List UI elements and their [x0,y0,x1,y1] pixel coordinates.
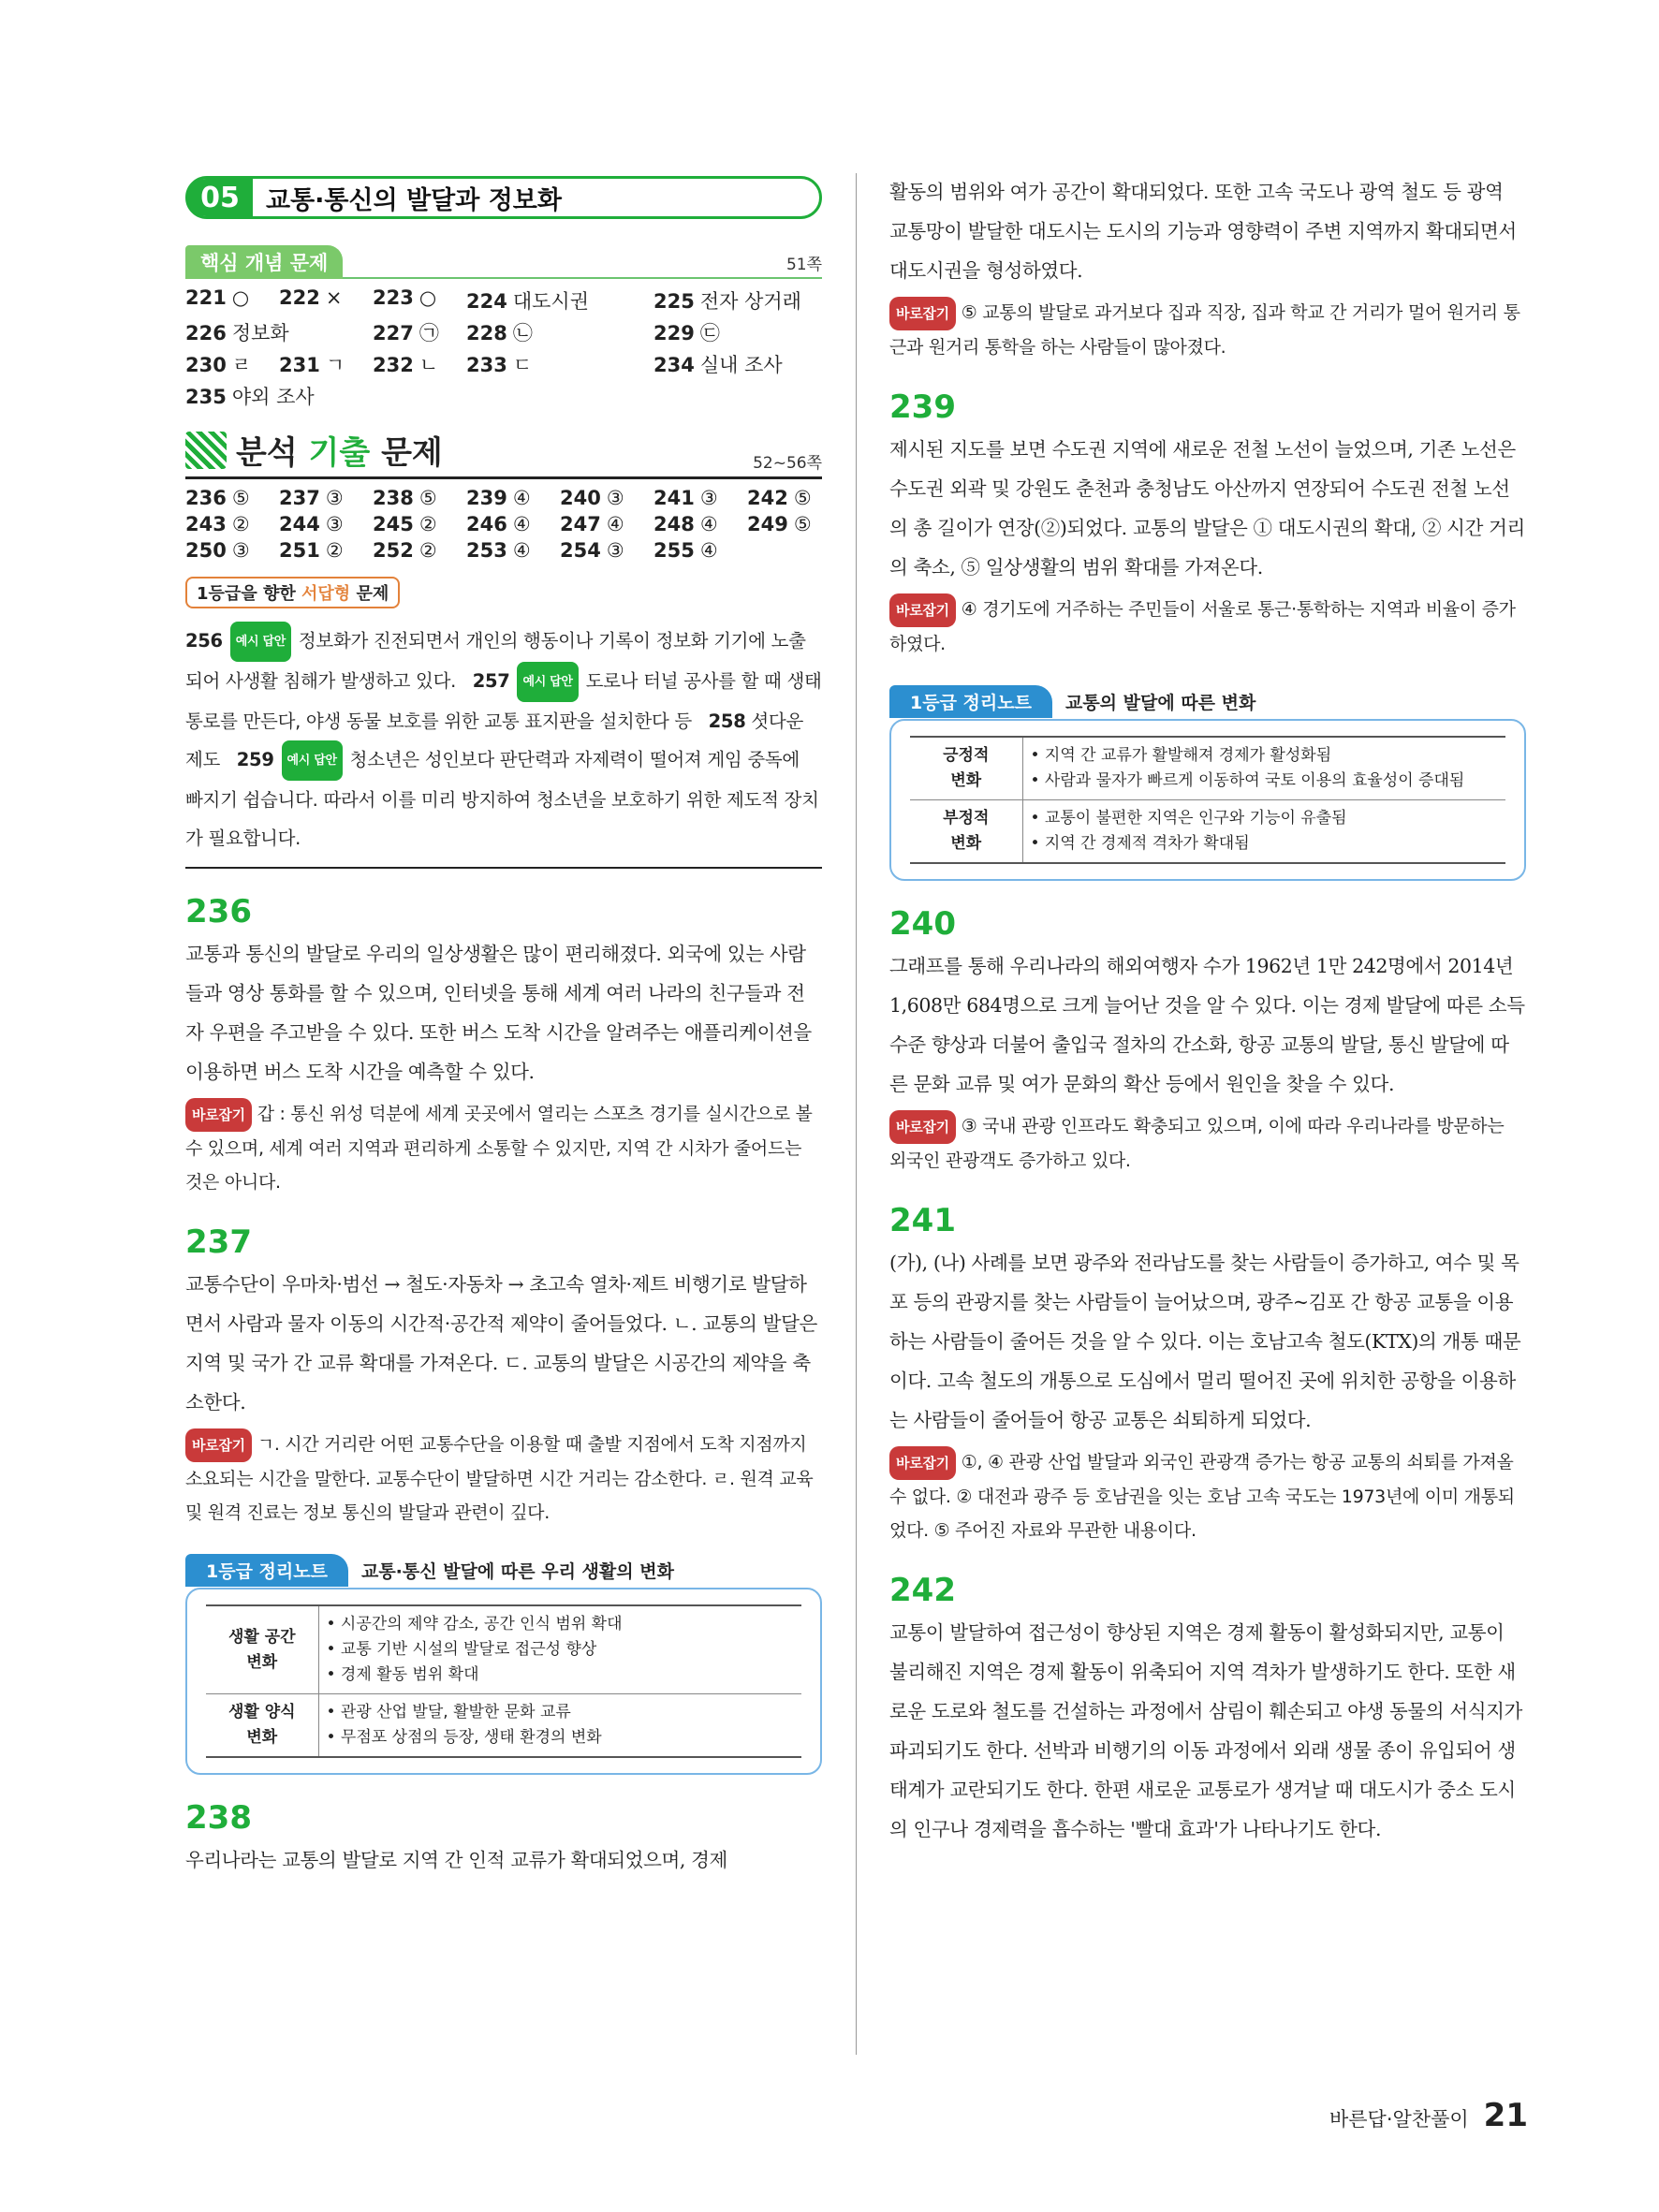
explanation-238-start: 우리나라는 교통의 발달로 지역 간 인적 교류가 확대되었으며, 경제 [185,1849,727,1871]
example-answer-badge: 예시 답안 [282,740,343,781]
correction-badge: 바로잡기 [185,1098,252,1132]
correction-239: 바로잡기 ④ 경기도에 거주하는 주민들이 서울로 통근·통학하는 지역과 비율이 증가하였다. [889,593,1526,661]
explanation-237: 교통수단이 우마차·범선 → 철도·자동차 → 초고속 열차·제트 비행기로 발달하면서 사람과 물자 이동의 시간적·공간적 제약이 줄어들었다. ㄴ. 교통의 발달은 지역 및 국가 간 교류 확대를 가져온다. ㄷ. 교통의 발달은 시공간의 제약을 축소한다. [185,1273,817,1414]
core-answer [279,318,373,346]
section-title: 교통·통신의 발달과 정보화 [266,185,562,215]
left-column [185,176,822,1880]
page-number: 21 [1483,2097,1528,2134]
core-answer: 226 정보화 [185,322,289,344]
analysis-logo-icon [185,432,227,469]
example-answer-badge: 예시 답안 [517,662,578,702]
note-row: 긍정적 변화 • 지역 간 교류가 활발해져 경제가 활성화됨 • 사람과 물자가 빠르게 이동하여 국토 이용의 효율성이 증대됨 [910,737,1505,800]
core-answer: 231 ㄱ [279,354,345,376]
core-answer: 222 × [279,286,343,309]
note-row: 생활 양식 변화 • 관광 산업 발달, 활발한 문화 교류 • 무점포 상점의 등장, 생태 환경의 변화 [206,1694,801,1758]
note-row: 생활 공간 변화 • 시공간의 제약 감소, 공간 인식 범위 확대 • 교통 기반 시설의 발달로 접근성 향상 • 경제 활동 범위 확대 [206,1605,801,1694]
analysis-answer: 244 ③ [279,513,344,535]
analysis-header [185,431,822,479]
footer-label: 바른답·알찬풀이 [1329,2108,1469,2131]
correction-236: 바로잡기 갑 : 통신 위성 덕분에 세계 곳곳에서 열리는 스포츠 경기를 실시간으로 볼 수 있으며, 세계 여러 지역과 편리하게 소통할 수 있지만, 지역 간 시차가 줄어드는 것은 아니다. [185,1097,822,1199]
explanation-238-cont: 활동의 범위와 여가 공간이 확대되었다. 또한 고속 국도나 광역 철도 등 광역 교통망이 발달한 대도시는 도시의 기능과 영향력이 주변 지역까지 확대되면서 대도시권을 형성하였다. [889,181,1517,282]
column-divider [856,173,857,2055]
question-number-238: 238 [185,1799,252,1837]
core-concept-label: 핵심 개념 문제 [185,245,343,279]
right-column [889,176,1526,1849]
grade-note-label: 1등급 정리노트 [889,685,1052,718]
correction-240: 바로잡기 ③ 국내 관광 인프라도 확충되고 있으며, 이에 따라 우리나라를 방문하는 외국인 관광객도 증가하고 있다. [889,1109,1526,1178]
example-answer-badge: 예시 답안 [230,622,291,662]
analysis-answer: 248 ④ [653,513,718,535]
section-number: 05 [187,179,253,216]
grade-note-title: 교통의 발달에 따른 변화 [1064,692,1256,713]
core-answer: 234 실내 조사 [653,354,783,376]
note-row: 부정적 변화 • 교통이 불편한 지역은 인구와 기능이 유출됨 • 지역 간 경제적 격차가 확대됨 [910,800,1505,864]
analysis-answer: 254 ③ [560,539,624,562]
grade-note-2 [889,683,1526,881]
core-answer: 227 ㉠ [373,322,439,344]
analysis-answer: 243 ② [185,513,250,535]
grade-note-1 [185,1552,822,1775]
core-answer: 228 ㉡ [466,322,533,344]
section-header [185,176,822,219]
explanation-242: 교통이 발달하여 접근성이 향상된 지역은 경제 활동이 활성화되지만, 교통이 불리해진 지역은 경제 활동이 위축되어 지역 격차가 발생하기도 한다. 또한 새로운 도로와 철도를 건설하는 과정에서 삼림이 훼손되고 야생 동물의 서식지가 파괴되기도 한다. 선박과 비행기의 이동 과정에서 외래 생물 종이 유입되어 생태계가 교란되기도 한다. 한편 새로운 교통로가 생겨날 때 대도시가 중소 도시의 인구나 경제력을 흡수하는 '빨대 효과'가 나타나기도 한다. [889,1621,1522,1840]
correction-badge: 바로잡기 [889,297,956,330]
core-answer: 233 ㄷ [466,354,533,376]
analysis-answer: 241 ③ [653,487,718,509]
analysis-answer: 238 ⑤ [373,487,437,509]
analysis-answer: 240 ③ [560,487,624,509]
core-concept-page: 51쪽 [785,255,822,274]
core-answer: 221 ○ [185,286,250,309]
analysis-answer: 236 ⑤ [185,487,250,509]
question-number-239: 239 [889,388,956,426]
explanation-241: (가), (나) 사례를 보면 광주와 전라남도를 찾는 사람들이 증가하고, 여수 및 목포 등의 관광지를 찾는 사람들이 늘어났으며, 광주~김포 간 항공 교통을 이용하는 사람들이 줄어든 것을 알 수 있다. 이는 호남고속 철도(KTX)의 개통 때문이다. 고속 철도의 개통으로 도심에서 멀리 떨어진 곳에 위치한 공항을 이용하는 사람들이 줄어들어 항공 교통은 쇠퇴하게 되었다. [889,1252,1521,1431]
essay-answers: 256 예시 답안 정보화가 진전되면서 개인의 행동이나 기록이 정보화 기기에 노출되어 사생활 침해가 발생하고 있다. 257 예시 답안 도로나 터널 공사를 할 때 생태 통로를 만든다, 야생 동물 보호를 위한 교통 표지판을 설치한다 등 258 셧다운 제도 259 예시 답안 청소년은 성인보다 판단력과 자제력이 떨어져 게임 중독에 빠지기 쉽습니다. 따라서 이를 미리 방지하여 청소년을 보호하기 위한 제도적 장치가 필요합니다. [185,622,822,869]
analysis-answer: 253 ④ [466,539,531,562]
analysis-answer: 252 ② [373,539,437,562]
analysis-answer: 237 ③ [279,487,344,509]
core-answer: 223 ○ [373,286,437,309]
grade-note-table [910,736,1505,864]
analysis-answer: 247 ④ [560,513,624,535]
grade-note-title: 교통·통신 발달에 따른 우리 생활의 변화 [360,1560,674,1582]
core-answer: 225 전자 상거래 [653,290,801,313]
grade-essay-tag: 1등급을 향한 서답형 문제 [185,577,400,608]
correction-badge: 바로잡기 [889,593,956,627]
question-number-241: 241 [889,1202,956,1239]
question-number-242: 242 [889,1572,956,1609]
correction-badge: 바로잡기 [185,1428,252,1462]
analysis-answer: 249 ⑤ [747,513,812,535]
analysis-answer: 242 ⑤ [747,487,812,509]
analysis-answer: 239 ④ [466,487,531,509]
explanation-239: 제시된 지도를 보면 수도권 지역에 새로운 전철 노선이 늘었으며, 기존 노선은 수도권 외곽 및 강원도 춘천과 충청남도 아산까지 연장되어 수도권 전철 노선의 총 길이가 연장(②)되었다. 교통의 발달은 ① 대도시권의 확대, ② 시간 거리의 축소, ⑤ 일상생활의 범위 확대를 가져온다. [889,438,1525,579]
explanation-236: 교통과 통신의 발달로 우리의 일상생활은 많이 편리해졌다. 외국에 있는 사람들과 영상 통화를 할 수 있으며, 인터넷을 통해 세계 여러 나라의 친구들과 전자 우편을 주고받을 수 있다. 또한 버스 도착 시간을 알려주는 애플리케이션을 이용하면 버스 도착 시간을 예측할 수 있다. [185,943,812,1083]
question-number-237: 237 [185,1223,252,1261]
core-answer: 224 대도시권 [466,290,589,313]
grade-note-table [206,1604,801,1758]
page-footer [1329,2097,1528,2134]
analysis-page: 52~56쪽 [753,454,822,473]
core-answer: 235 야외 조사 [185,386,315,408]
correction-237: 바로잡기 ㄱ. 시간 거리란 어떤 교통수단을 이용할 때 출발 지점에서 도착 지점까지 소요되는 시간을 말한다. 교통수단이 발달하면 시간 거리는 감소한다. ㄹ. 원격 교육 및 원격 진료는 정보 통신의 발달과 관련이 깊다. [185,1428,822,1530]
analysis-answer: 245 ② [373,513,437,535]
question-number-236: 236 [185,893,252,930]
question-number-240: 240 [889,905,956,943]
analysis-answer: 255 ④ [653,539,718,562]
core-answer: 229 ㉢ [653,322,720,344]
analysis-answer: 250 ③ [185,539,250,562]
correction-241: 바로잡기 ①, ④ 관광 산업 발달과 외국인 관광객 증가는 항공 교통의 쇠퇴를 가져올 수 없다. ② 대전과 광주 등 호남권을 잇는 호남 고속 국도는 1973년에 이미 개통되었다. ⑤ 주어진 자료와 무관한 내용이다. [889,1445,1526,1547]
analysis-answer: 246 ④ [466,513,531,535]
correction-badge: 바로잡기 [889,1446,956,1480]
correction-238: 바로잡기 ⑤ 교통의 발달로 과거보다 집과 직장, 집과 학교 간 거리가 멀어 원거리 통근과 원거리 통학을 하는 사람들이 많아졌다. [889,296,1526,364]
analysis-title: 분석 기출 문제 [236,434,443,472]
core-answer: 230 ㄹ [185,354,252,376]
core-concept-bar [185,247,822,279]
analysis-answer-grid [185,487,822,562]
core-answer-grid [185,286,822,410]
analysis-answer: 251 ② [279,539,344,562]
explanation-240: 그래프를 통해 우리나라의 해외여행자 수가 1962년 1만 242명에서 2014년 1,608만 684명으로 크게 늘어난 것을 알 수 있다. 이는 경제 발달에 따른 소득 수준 향상과 더불어 출입국 절차의 간소화, 항공 교통의 발달, 통신 발달에 따른 문화 교류 및 여가 문화의 확산 등에서 원인을 찾을 수 있다. [889,955,1525,1095]
grade-note-label: 1등급 정리노트 [185,1554,348,1587]
correction-badge: 바로잡기 [889,1110,956,1144]
core-answer: 232 ㄴ [373,354,439,376]
